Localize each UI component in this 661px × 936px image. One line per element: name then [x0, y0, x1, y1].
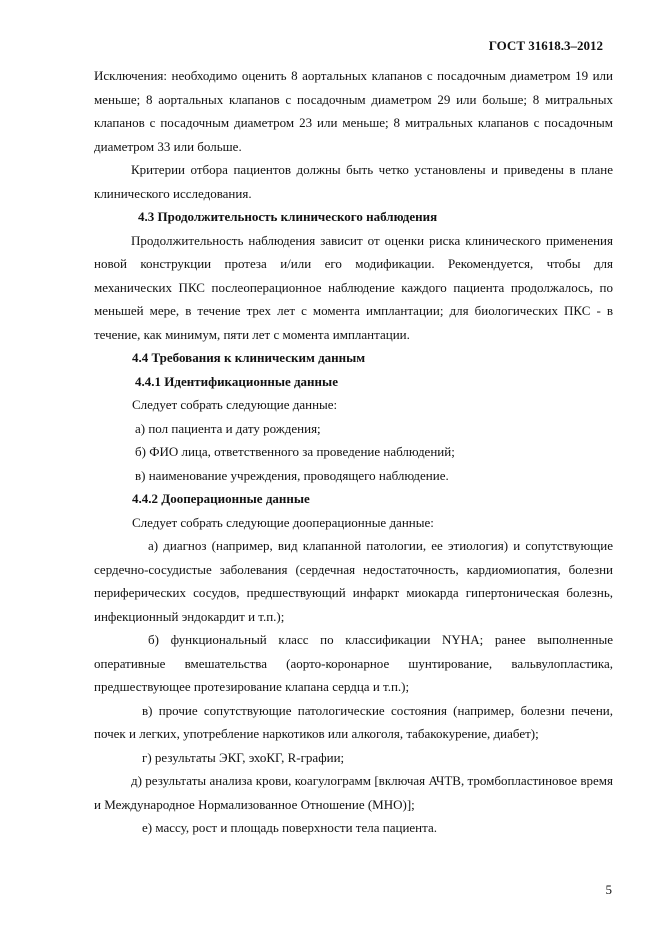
document-body — [94, 64, 613, 840]
list-item: д) результаты анализа крови, коагулограмм [включая АЧТВ, тромбопластиновое время и Международное Нормализованное Отношение (МНО)]; — [94, 773, 613, 812]
paragraph-collect-preop-data: Следует собрать следующие дооперационные данные: — [132, 514, 434, 530]
paragraph-exclusions: Исключения: необходимо оценить 8 аортальных клапанов с посадочным диаметром 19 или меньше; 8 аортальных клапанов с посадочным диаметром 29 или больше; 8 митральных клапанов с посадочным диаметром 23 или меньше; 8 митральных клапанов с посадочным диаметром 33 или больше. — [94, 68, 613, 154]
section-heading-4-4: 4.4 Требования к клиническим данным — [132, 350, 366, 365]
list-item: б) ФИО лица, ответственного за проведение наблюдений; — [135, 444, 455, 459]
list-item: в) прочие сопутствующие патологические состояния (например, болезни печени, почек и легких, употребление наркотиков или алкоголя, табакокурение, диабет); — [94, 702, 613, 741]
section-heading-4-4-2: 4.4.2 Дооперационные данные — [132, 491, 310, 506]
paragraph-collect-data: Следует собрать следующие данные: — [132, 397, 338, 412]
section-heading-4-3: 4.3 Продолжительность клинического наблюдения — [138, 209, 438, 224]
paragraph-observation-duration: Продолжительность наблюдения зависит от оценки риска клинического применения новой конструкции протеза и/или его модификации. Рекомендуется, чтобы для механических ПКС послеоперационное наблюдение каждого пациента продолжалось, по меньшей мере, в течение трех лет с момента имплантации; для биологических ПКС - в течение, как минимум, пяти лет с момента имплантации. — [94, 232, 613, 342]
list-item: а) пол пациента и дату рождения; — [135, 420, 321, 436]
list-item: в) наименование учреждения, проводящего наблюдение. — [135, 467, 449, 483]
list-item: б) функциональный класс по классификации NYHA; ранее выполненные оперативные вмешательства (аорто-коронарное шунтирование, вальвулопластика, предшествующее протезирование клапана сердца и т.п.); — [94, 632, 613, 694]
document-code: ГОСТ 31618.3–2012 — [488, 38, 603, 53]
paragraph-selection-criteria: Критерии отбора пациентов должны быть четко установлены и приведены в плане клинического исследования. — [94, 162, 613, 201]
page-number: 5 — [605, 882, 612, 897]
list-item: а) диагноз (например, вид клапанной патологии, ее этиология) и сопутствующие сердечно-сосудистые заболевания (сердечная недостаточность, кардиомиопатия, болезни периферических сосудов, предшествующий инфаркт миокарда гипертоническая болезнь, инфекционный эндокардит и т.п.); — [94, 538, 613, 624]
section-heading-4-4-1: 4.4.1 Идентификационные данные — [135, 373, 338, 389]
list-item: г) результаты ЭКГ, эхоКГ, R-графии; — [142, 749, 345, 765]
list-item: е) массу, рост и площадь поверхности тела пациента. — [142, 820, 437, 835]
